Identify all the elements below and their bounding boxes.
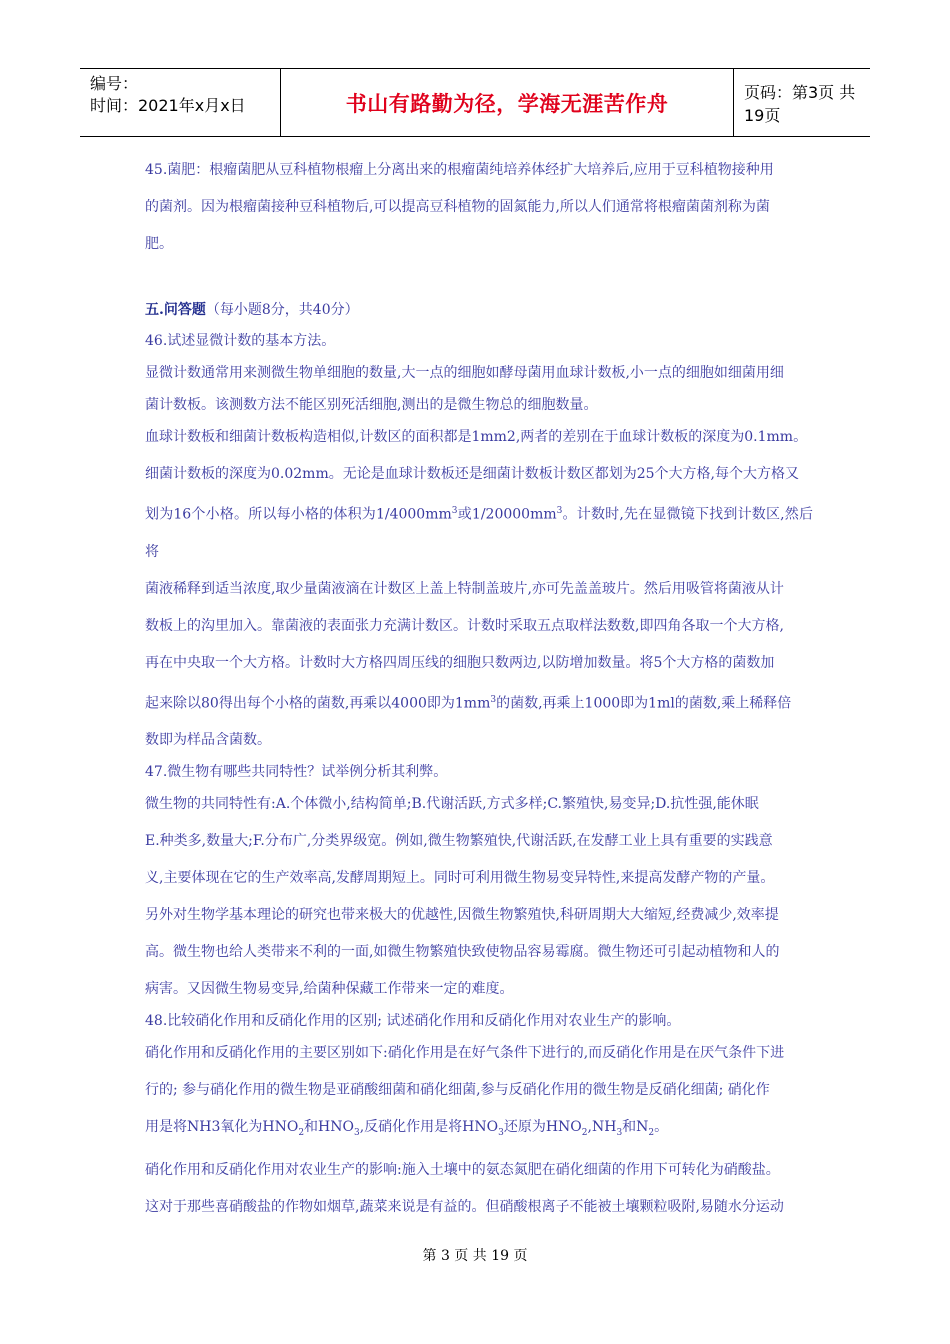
document-body: [145, 152, 813, 1226]
answer-48-line: 这对于那些喜硝酸盐的作物如烟草,蔬菜来说是有益的。但硝酸根离子不能被土壤颗粒吸附,易随水分运动: [145, 1199, 784, 1216]
answer-46-line: 显微计数通常用来测微生物单细胞的数量,大一点的细胞如酵母菌用血球计数板,小一点的细胞如细菌用细: [145, 365, 784, 381]
answer-47-line: 高。微生物也给人类带来不利的一面,如微生物繁殖快致使物品容易霉腐。微生物还可引起动植物和人的: [145, 944, 780, 961]
answer-47-line: 义,主要体现在它的生产效率高,发酵周期短上。同时可利用微生物易变异特性,来提高发酵产物的产量。: [145, 870, 775, 887]
section-heading: [145, 292, 813, 329]
header-page-number: 页码：第3页 共19页: [744, 82, 856, 125]
page-footer: 第 3 页 共 19 页: [422, 1248, 528, 1264]
header-motto: 书山有路勤为径，学海无涯苦作舟: [281, 69, 734, 136]
answer-46-line: 菌计数板。该测数方法不能区别死活细胞,测出的是微生物总的细胞数量。: [145, 397, 598, 413]
answer-47-line: 病害。又因微生物易变异,给菌种保藏工作带来一定的难度。: [145, 981, 514, 998]
serial-number-label: 编号：: [90, 74, 139, 93]
date-label: 时间：2021年x月x日: [90, 96, 246, 115]
answer-46-line: 划为16个小格。所以每小格的体积为$1/4000mm^3$或$1/20000mm^3$。计数时,先在显微镜下找到计数区,然后将: [145, 506, 813, 560]
question-47: 47.微生物有哪些共同特性？试举例分析其利弊。: [145, 764, 448, 781]
section-note: （每小题8分，共40分）: [205, 302, 359, 318]
answer-46-line: 血球计数板和细菌计数板构造相似,计数区的面积都是1mm2,两者的差别在于血球计数板的深度为0.1mm。: [145, 429, 808, 445]
answer-46-line: 数即为样品含菌数。: [145, 732, 271, 749]
answer-48-line: 硝化作用和反硝化作用对农业生产的影响:施入土壤中的氨态氮肥在硝化细菌的作用下可转化为硝酸盐。: [145, 1162, 780, 1179]
question-48: 48.比较硝化作用和反硝化作用的区别; 试述硝化作用和反硝化作用对农业生产的影响。: [145, 1013, 681, 1030]
answer-48-line: 硝化作用和反硝化作用的主要区别如下:硝化作用是在好气条件下进行的,而反硝化作用是在厌气条件下进: [145, 1045, 785, 1062]
answer-46-line: 起来除以80得出每个小格的菌数,再乘以4000即为$1mm^3$的菌数,再乘上1000即为1ml的菌数,乘上稀释倍: [145, 694, 792, 712]
header-info-cell: [80, 69, 281, 136]
header-table: [80, 68, 870, 137]
answer-47-line: E.种类多,数量大;F.分布广,分类界级宽。例如,微生物繁殖快,代谢活跃,在发酵工业上具有重要的实践意: [145, 833, 773, 850]
answer-46-line: 再在中央取一个大方格。计数时大方格四周压线的细胞只数两边,以防增加数量。将5个大方格的菌数加: [145, 654, 775, 671]
answer-46-line: 菌液稀释到适当浓度,取少量菌液滴在计数区上盖上特制盖玻片,亦可先盖盖玻片。然后用吸管将菌液从计: [145, 580, 784, 597]
answer-48-line: 行的; 参与硝化作用的微生物是亚硝酸细菌和硝化细菌,参与反硝化作用的微生物是反硝化细菌; 硝化作: [145, 1082, 770, 1099]
item-45-line: 的菌剂。因为根瘤菌接种豆科植物后,可以提高豆科植物的固氮能力,所以人们通常将根瘤菌菌剂称为菌: [145, 199, 770, 215]
item-45-line: 45.菌肥：根瘤菌肥从豆科植物根瘤上分离出来的根瘤菌纯培养体经扩大培养后,应用于豆科植物接种用: [145, 162, 774, 178]
answer-47-line: 微生物的共同特性有:A.个体微小,结构简单;B.代谢活跃,方式多样;C.繁殖快,易变异;D.抗性强,能休眠: [145, 796, 759, 813]
section-title: 五.问答题: [145, 302, 206, 318]
question-46: 46.试述显微计数的基本方法。: [145, 333, 336, 349]
item-45-line: 肥。: [145, 236, 173, 252]
answer-46-line: 数板上的沟里加入。靠菌液的表面张力充满计数区。计数时采取五点取样法数数,即四角各取一个大方格,: [145, 617, 784, 634]
answer-48-line: 用是将NH3氧化为$HNO_2$和$HNO_3$,反硝化作用是将$HNO_3$还原为$HNO_2,NH_3$和$N_2$。: [145, 1119, 669, 1139]
answer-46-line: 细菌计数板的深度为0.02mm。无论是血球计数板还是细菌计数板计数区都划为25个大方格,每个大方格又: [145, 466, 799, 482]
answer-47-line: 另外对生物学基本理论的研究也带来极大的优越性,因微生物繁殖快,科研周期大大缩短,经费减少,效率提: [145, 907, 779, 924]
